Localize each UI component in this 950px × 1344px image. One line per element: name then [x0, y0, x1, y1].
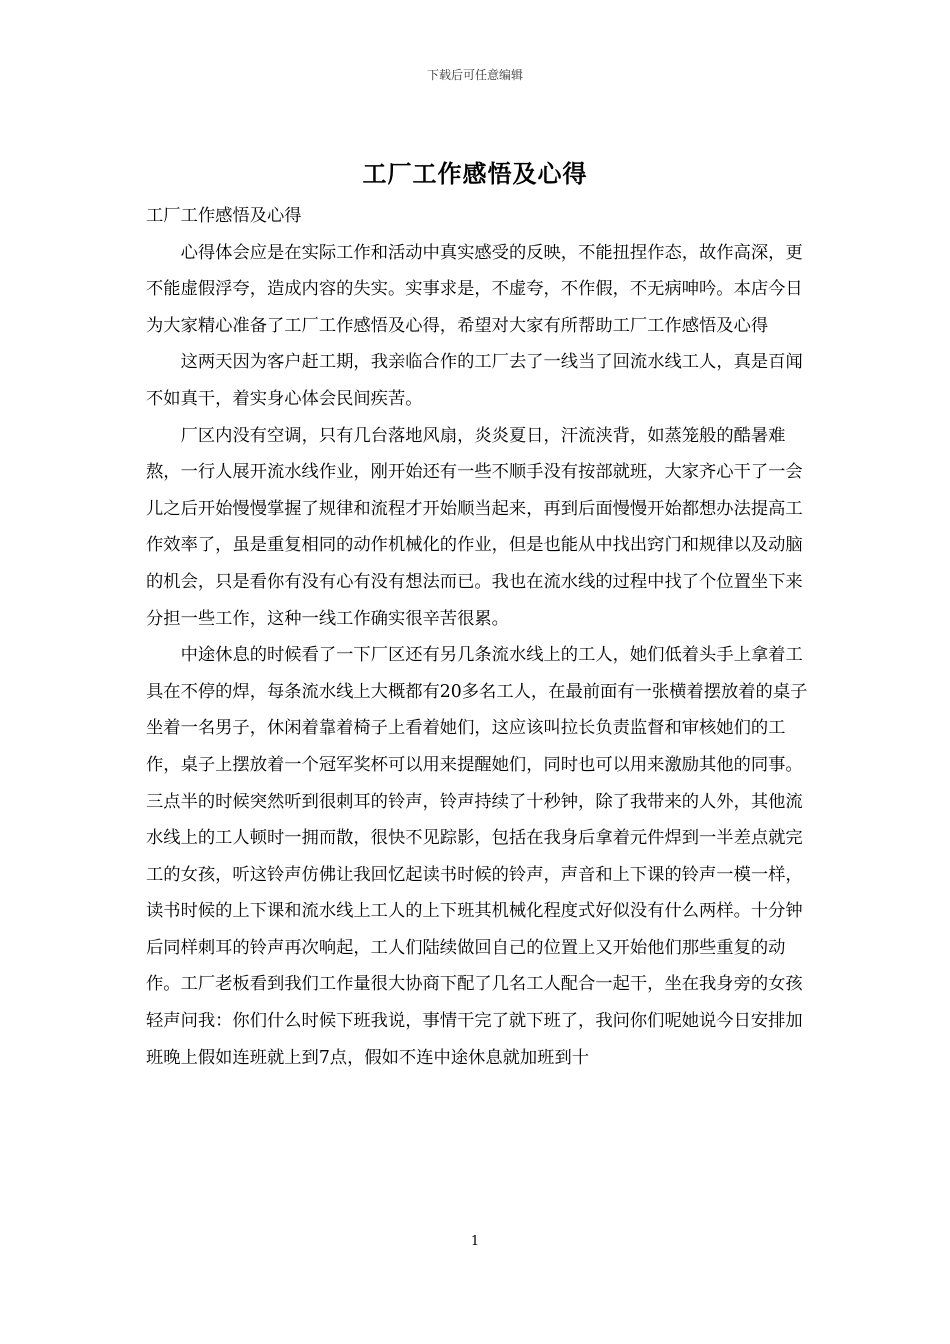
- paragraph-3: 厂区内没有空调，只有几台落地风扇，炎炎夏日，汗流浃背，如蒸笼般的酷暑难熬，一行人展开流水线作业，刚开始还有一些不顺手没有按部就班，大家齐心干了一会儿之后开始慢慢掌握了规律和流程才开始顺当起来，再到后面慢慢开始都想办法提高工作效率了，虽是重复相同的动作机械化的作业，但是也能从中找出窍门和规律以及动脑的机会，只是看你有没有心有没有想法而已。我也在流水线的过程中找了个位置坐下来分担一些工作，这种一线工作确实很辛苦很累。: [146, 425, 803, 629]
- paragraph-4: 中途休息的时候看了一下厂区还有另几条流水线上的工人，她们低着头手上拿着工具在不停的焊，每条流水线上大概都有20多名工人，在最前面有一张横着摆放着的桌子坐着一名男子，休闲着靠着椅子上看着她们，这应该叫拉长负责监督和审核她们的工作，桌子上摆放着一个冠军奖杯可以用来提醒她们，同时也可以用来激励其他的同事。三点半的时候突然听到很刺耳的铃声，铃声持续了十秒钟，除了我带来的人外，其他流水线上的工人顿时一拥而散，很快不见踪影，包括在我身后拿着元件焊到一半差点就完工的女孩，听这铃声仿佛让我回忆起读书时候的铃声，声音和上下课的铃声一模一样，读书时候的上下课和流水线上工人的上下班其机械化程度式好似没有什么两样。十分钟后同样刺耳的铃声再次响起，工人们陆续做回自己的位置上又开始他们那些重复的动作。工厂老板看到我们工作量很大协商下配了几名工人配合一起干，坐在我身旁的女孩轻声问我：你们什么时候下班我说，事情干完了就下班了，我问你们呢她说今日安排加班晚上假如连班就上到7点，假如不连中途休息就加班到十: [146, 645, 808, 1068]
- paragraph-1: 心得体会应是在实际工作和活动中真实感受的反映，不能扭捏作态，故作高深，更不能虚假浮夸，造成内容的失实。实事求是，不虚夸，不作假，不无病呻吟。本店今日为大家精心准备了工厂工作感悟及心得，希望对大家有所帮助工厂工作感悟及心得: [146, 242, 803, 336]
- subtitle-line: 工厂工作感悟及心得: [146, 206, 302, 226]
- header-note: 下载后可任意编辑: [426, 68, 523, 82]
- paragraph-2: 这两天因为客户赶工期，我亲临合作的工厂去了一线当了回流水线工人，真是百闻不如真干，着实身心体会民间疾苦。: [146, 352, 803, 409]
- document-title: 工厂工作感悟及心得: [362, 159, 588, 188]
- page-number: 1: [470, 1234, 480, 1249]
- document-body: [146, 198, 814, 1076]
